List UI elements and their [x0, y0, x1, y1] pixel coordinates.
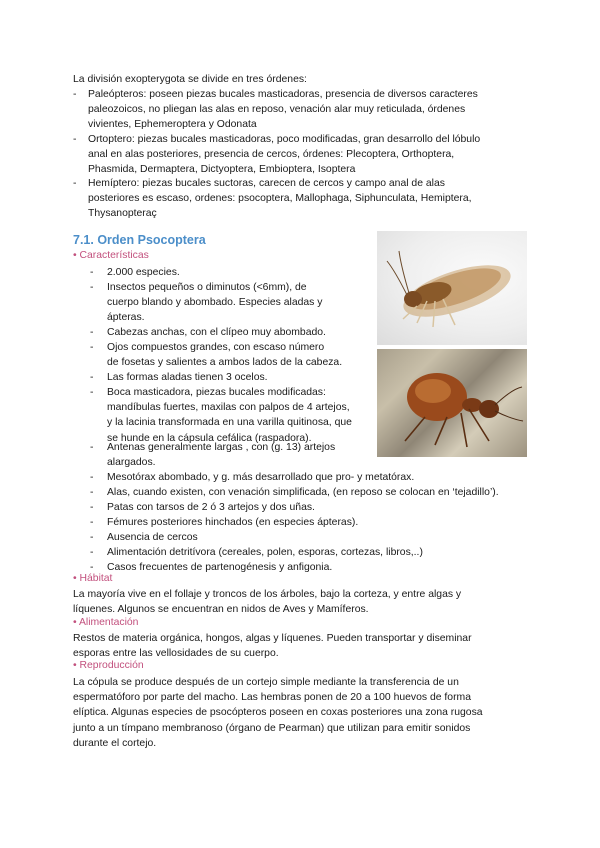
characteristics-heading: • Características	[73, 250, 149, 261]
order-item-hemiptero: - Hemíptero: piezas bucales suctoras, carecen de cercos y campo anal de alas posteriores es escaso, ordenes: psocoptera, Mallophaga, Siphunculata, Hemiptera, Thysanopteraç	[73, 178, 472, 220]
winged-psocid-illustration	[377, 231, 527, 345]
characteristic-item: - Cabezas anchas, con el clípeo muy abombado.	[90, 327, 326, 338]
characteristic-item: - Antenas generalmente largas , con (g. 13) artejos alargados.	[90, 442, 336, 469]
reproduction-paragraph: La cópula se produce después de un cortejo simple mediante la transferencia de un espermatóforo por parte del macho. Las hembras ponen de 20 a 100 huevos de forma elíptica. Algunas especies de psocópteros poseen en coxas posteriores una zona rugosa junto a un tímpano membranoso (órgano de Pearman) que utilizan para emitir sonidos durante el cortejo.	[73, 677, 483, 749]
section-title: 7.1. Orden Psocoptera	[73, 233, 206, 247]
food-heading: • Alimentación	[73, 617, 139, 628]
characteristic-item: - Ojos compuestos grandes, con escaso número de fosetas y salientes a ambos lados de la cabeza.	[90, 342, 343, 369]
order-item-paleopteros: - Paleópteros: poseen piezas bucales masticadoras, presencia de diversos caracteres paleozoicos, no pliegan las alas en reposo, venación alar muy reticulada, órdenes vivientes, Ephemeroptera y Odonata	[73, 89, 478, 131]
wingless-psocid-illustration	[377, 349, 527, 457]
habitat-heading: • Hábitat	[73, 573, 113, 584]
habitat-paragraph: La mayoría vive en el follaje y troncos de los árboles, bajo la corteza, y entre algas y líquenes. Algunos se encuentran en nidos de Aves y Mamíferos.	[73, 589, 462, 616]
characteristic-item: - Mesotórax abombado, y g. más desarrollado que pro- y metatórax.	[90, 472, 415, 483]
reproduction-heading: • Reproducción	[73, 660, 144, 671]
order-item-ortoptero: - Ortoptero: piezas bucales masticadoras, poco modificadas, gran desarrollo del lóbulo anal en alas posteriores, presencia de cercos, órdenes: Plecoptera, Orthoptera, Phasmida, Dermaptera, Dictyoptera, Embioptera, Isoptera	[73, 134, 481, 176]
wingless-psocid-photo	[377, 349, 527, 457]
characteristic-item: - Ausencia de cercos	[90, 532, 198, 543]
characteristic-item: - Casos frecuentes de partenogénesis y anfigonia.	[90, 562, 333, 573]
characteristic-item: - 2.000 especies.	[90, 267, 180, 278]
characteristic-item: - Patas con tarsos de 2 ó 3 artejos y dos uñas.	[90, 502, 315, 513]
characteristic-item: - Alas, cuando existen, con venación simplificada, (en reposo se colocan en ‘tejadillo’).	[90, 487, 499, 498]
characteristic-item: - Las formas aladas tienen 3 ocelos.	[90, 372, 268, 383]
winged-psocid-photo	[377, 231, 527, 345]
intro-line: La división exopterygota se divide en tres órdenes:	[73, 74, 307, 85]
characteristic-item: - Boca masticadora, piezas bucales modificadas: mandíbulas fuertes, maxilas con palpos de 4 artejos, y la lacinia transformada en una varilla quitinosa, que se hunde en la cápsula cefálica (raspadora).	[90, 387, 352, 444]
characteristic-item: - Alimentación detritívora (cereales, polen, esporas, cortezas, libros,..)	[90, 547, 423, 558]
characteristic-item: - Fémures posteriores hinchados (en especies ápteras).	[90, 517, 359, 528]
food-paragraph: Restos de materia orgánica, hongos, algas y líquenes. Pueden transportar y diseminar esporas entre las vellosidades de su cuerpo.	[73, 633, 472, 660]
characteristic-item: - Insectos pequeños o diminutos (<6mm), de cuerpo blando y abombado. Especies aladas y ápteras.	[90, 282, 323, 324]
